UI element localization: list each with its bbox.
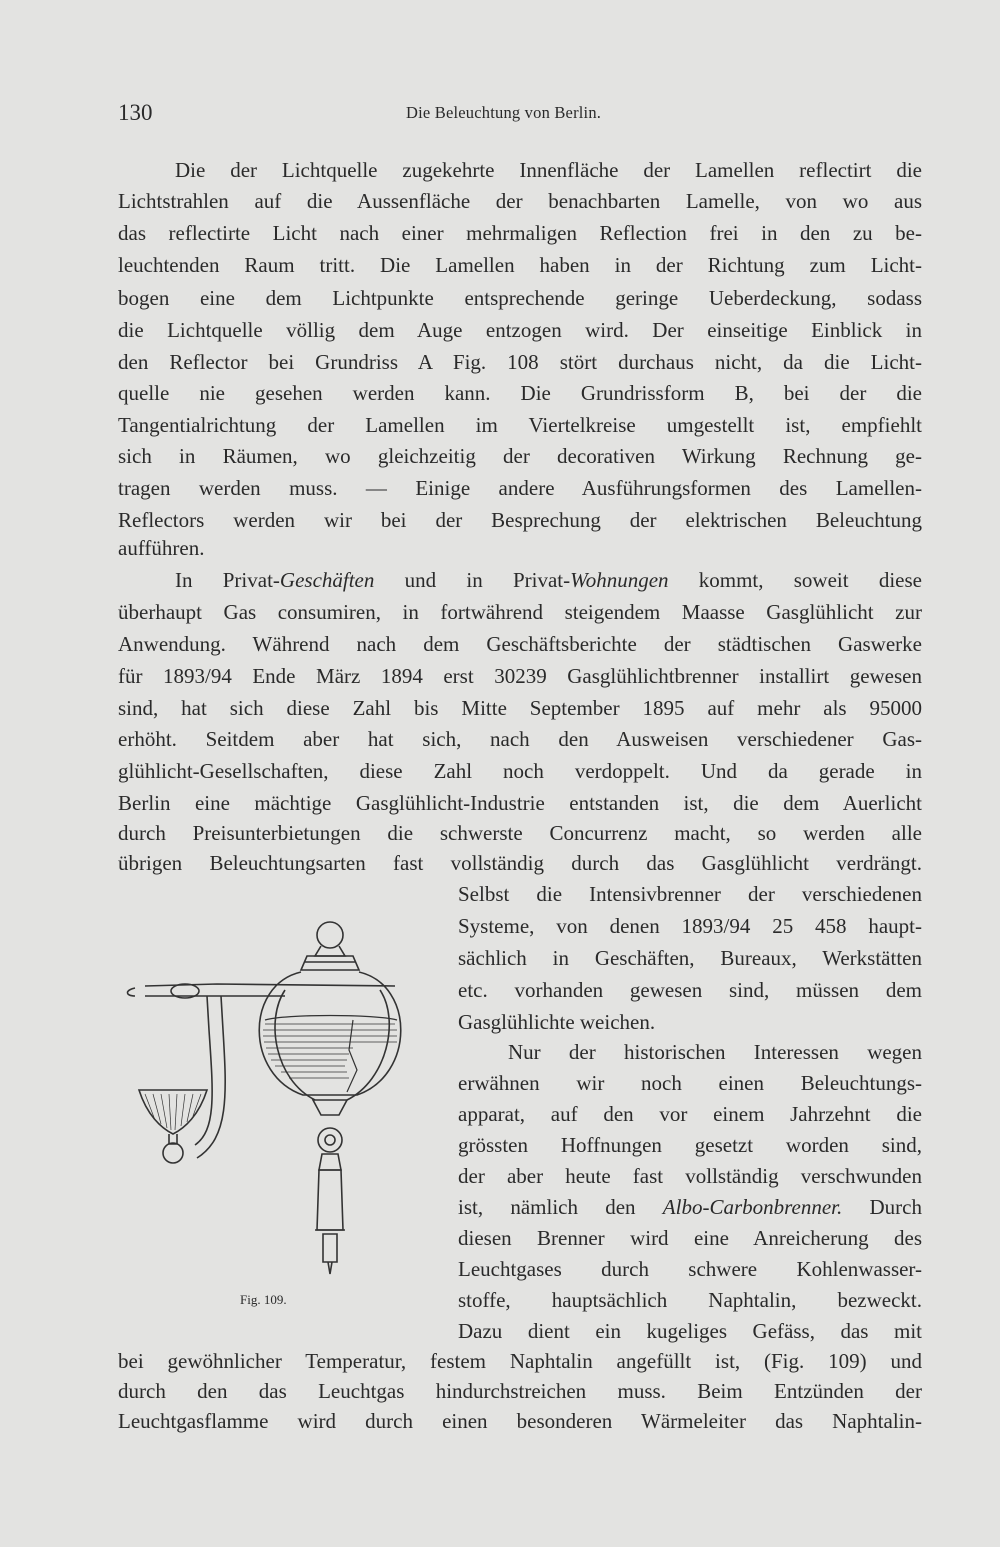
text-line: diesen Brenner wird eine Anreicherung des (458, 1226, 922, 1250)
text-line: sächlich in Geschäften, Bureaux, Werkstätten (458, 946, 922, 970)
text-line: grössten Hoffnungen gesetzt worden sind, (458, 1133, 922, 1157)
text-line: erhöht. Seitdem aber hat sich, nach den Ausweisen verschiedener Gas- (118, 727, 922, 751)
text-line: Anwendung. Während nach dem Geschäftsberichte der städtischen Gaswerke (118, 632, 922, 656)
text-line: Berlin eine mächtige Gasglühlicht-Industrie entstanden ist, die dem Auerlicht (118, 791, 922, 815)
text-line: bogen eine dem Lichtpunkte entsprechende geringe Ueberdeckung, sodass (118, 286, 922, 310)
text-line: sich in Räumen, wo gleichzeitig der decorativen Wirkung Rechnung ge- (118, 444, 922, 468)
text-line: Reflectors werden wir bei der Besprechung der elektrischen Beleuchtung (118, 508, 922, 532)
text-line: Gasglühlichte weichen. (458, 1010, 656, 1034)
text-line: durch Preisunterbietungen die schwerste Concurrenz macht, so werden alle (118, 821, 922, 845)
text-line: aufführen. (118, 536, 205, 560)
text-line: Systeme, von denen 1893/94 25 458 haupt- (458, 914, 922, 938)
text-line: Leuchtgasflamme wird durch einen besonderen Wärmeleiter das Naphtalin- (118, 1409, 922, 1433)
italic-span: Albo-Carbonbrenner. (662, 1195, 843, 1219)
text-span: Durch (842, 1195, 922, 1219)
text-line: sind, hat sich diese Zahl bis Mitte September 1895 auf mehr als 95000 (118, 696, 922, 720)
text-line: der aber heute fast vollständig verschwunden (458, 1164, 922, 1188)
text-line-privat (175, 565, 922, 595)
text-line: apparat, auf den vor einem Jahrzehnt die (458, 1102, 922, 1126)
text-line: leuchtenden Raum tritt. Die Lamellen haben in der Richtung zum Licht- (118, 253, 922, 277)
text-span: und in Privat- (374, 568, 571, 592)
text-span: ist, nämlich den (458, 1195, 663, 1219)
text-line-albo (458, 1192, 922, 1222)
page-number: 130 (118, 100, 153, 125)
text-line: Die der Lichtquelle zugekehrte Innenfläche der Lamellen reflectirt die (175, 158, 922, 182)
albo-carbon-burner-illustration (125, 910, 425, 1290)
text-line: Leuchtgases durch schwere Kohlenwasser- (458, 1257, 922, 1281)
text-line: durch den das Leuchtgas hindurchstreichen muss. Beim Entzünden der (118, 1379, 922, 1403)
running-title: Die Beleuchtung von Berlin. (406, 103, 602, 122)
text-line: Nur der historischen Interessen wegen (508, 1040, 922, 1064)
text-line: Dazu dient ein kugeliges Gefäss, das mit (458, 1319, 922, 1343)
italic-span: Wohnungen (570, 568, 669, 592)
text-line: die Lichtquelle völlig dem Auge entzogen wird. Der einseitige Einblick in (118, 318, 922, 342)
text-line: das reflectirte Licht nach einer mehrmaligen Reflection frei in den zu be- (118, 221, 922, 245)
text-line: etc. vorhanden gewesen sind, müssen dem (458, 978, 922, 1002)
text-line: bei gewöhnlicher Temperatur, festem Naphtalin angefüllt ist, (Fig. 109) und (118, 1349, 922, 1373)
italic-span: Geschäften (279, 568, 375, 592)
text-span: kommt, soweit diese (668, 568, 922, 592)
text-line: für 1893/94 Ende März 1894 erst 30239 Gasglühlichtbrenner installirt gewesen (118, 664, 922, 688)
text-line: den Reflector bei Grundriss A Fig. 108 stört durchaus nicht, da die Licht- (118, 350, 922, 374)
figure-caption: Fig. 109. (240, 1292, 287, 1307)
text-line: überhaupt Gas consumiren, in fortwährend steigendem Maasse Gasglühlicht zur (118, 600, 922, 624)
text-line: Lichtstrahlen auf die Aussenfläche der benachbarten Lamelle, von wo aus (118, 189, 922, 213)
text-line: erwähnen wir noch einen Beleuchtungs- (458, 1071, 922, 1095)
text-line: übrigen Beleuchtungsarten fast vollständig durch das Gasglühlicht verdrängt. (118, 851, 922, 875)
text-line: quelle nie gesehen werden kann. Die Grundrissform B, bei der die (118, 381, 922, 405)
text-line: Tangentialrichtung der Lamellen im Viertelkreise umgestellt ist, empfiehlt (118, 413, 922, 437)
text-line: stoffe, hauptsächlich Naphtalin, bezweckt. (458, 1288, 922, 1312)
text-line: tragen werden muss. — Einige andere Ausführungsformen des Lamellen- (118, 476, 922, 500)
page-header (118, 100, 924, 130)
text-line: Selbst die Intensivbrenner der verschiedenen (458, 882, 922, 906)
text-line: glühlicht-Gesellschaften, diese Zahl noch verdoppelt. Und da gerade in (118, 759, 922, 783)
text-span: In Privat- (175, 568, 280, 592)
